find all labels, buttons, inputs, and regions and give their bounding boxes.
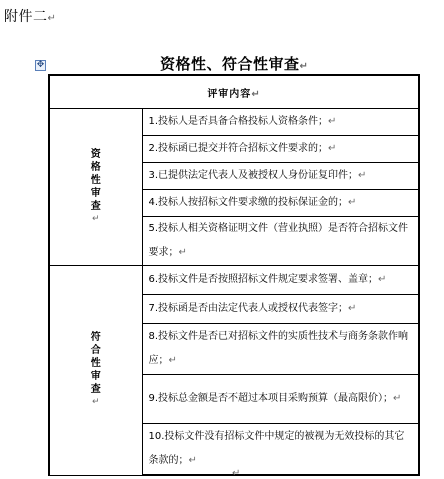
- paragraph-mark: ↵: [91, 214, 100, 224]
- paragraph-mark: ↵: [178, 247, 187, 258]
- paragraph-mark: ↵: [328, 143, 337, 154]
- table-row: [142, 375, 419, 424]
- paragraph-mark: ↵: [168, 355, 177, 366]
- criterion-text: 5.投标人相关资格证明文件（营业执照）是否符合招标文件要求；: [148, 223, 409, 258]
- criterion-text: 10.投标文件没有招标文件中规定的被视为无效投标的其它条款的；: [148, 431, 405, 466]
- review-table: [48, 74, 420, 476]
- group-label-conformity: 符合性审查 ↵: [90, 332, 101, 408]
- table-header: 评审内容↵: [49, 75, 419, 109]
- table-row: [142, 109, 419, 136]
- paragraph-mark: ↵: [328, 116, 337, 127]
- table-row: [142, 163, 419, 190]
- paragraph-mark: ↵: [188, 455, 197, 466]
- group-cell-qualification: [49, 109, 142, 266]
- group-cell-conformity: [49, 266, 142, 476]
- criterion-text: 7.投标函是否由法定代表人或授权代表签字；: [148, 303, 349, 314]
- paragraph-mark: ↵: [348, 197, 357, 208]
- group-label-qualification: 资格性审查 ↵: [90, 149, 101, 224]
- paragraph-mark: ↵: [299, 61, 309, 72]
- document-title: 资格性、符合性审查↵: [160, 55, 309, 73]
- paragraph-mark: ↵: [358, 170, 367, 181]
- attachment-label: 附件二↵: [4, 9, 57, 25]
- paragraph-mark: ↵: [393, 393, 402, 404]
- paragraph-mark: ↵: [232, 468, 241, 479]
- table-row: [142, 217, 419, 266]
- criterion-text: 2.投标函已提交并符合招标文件要求的；: [148, 143, 329, 154]
- criterion-text: 1.投标人是否具备合格投标人资格条件；: [148, 116, 329, 127]
- table-move-handle-icon[interactable]: ✥: [36, 60, 45, 70]
- criterion-text: 8.投标文件是否已对招标文件的实质性技术与商务条款作响应；: [148, 331, 409, 366]
- criterion-text: 4.投标人按招标文件要求缴的投标保证金的；: [148, 197, 349, 208]
- paragraph-mark: ↵: [378, 274, 387, 285]
- table-row: [142, 324, 419, 375]
- table-row: [142, 190, 419, 217]
- criterion-text: 3.已提供法定代表人及被授权人身份证复印件；: [148, 170, 359, 181]
- paragraph-mark: ↵: [91, 397, 100, 408]
- table-row: [142, 266, 419, 295]
- criterion-text: 6.投标文件是否按照招标文件规定要求签署、盖章；: [148, 274, 379, 285]
- paragraph-mark: ↵: [251, 88, 261, 100]
- table-row: [142, 424, 419, 476]
- paragraph-mark: ↵: [47, 13, 57, 24]
- table-row: [142, 136, 419, 163]
- table-row: [142, 295, 419, 324]
- paragraph-mark: ↵: [348, 303, 357, 314]
- criterion-text: 9.投标总金额是否不超过本项目采购预算（最高限价）；: [148, 393, 394, 404]
